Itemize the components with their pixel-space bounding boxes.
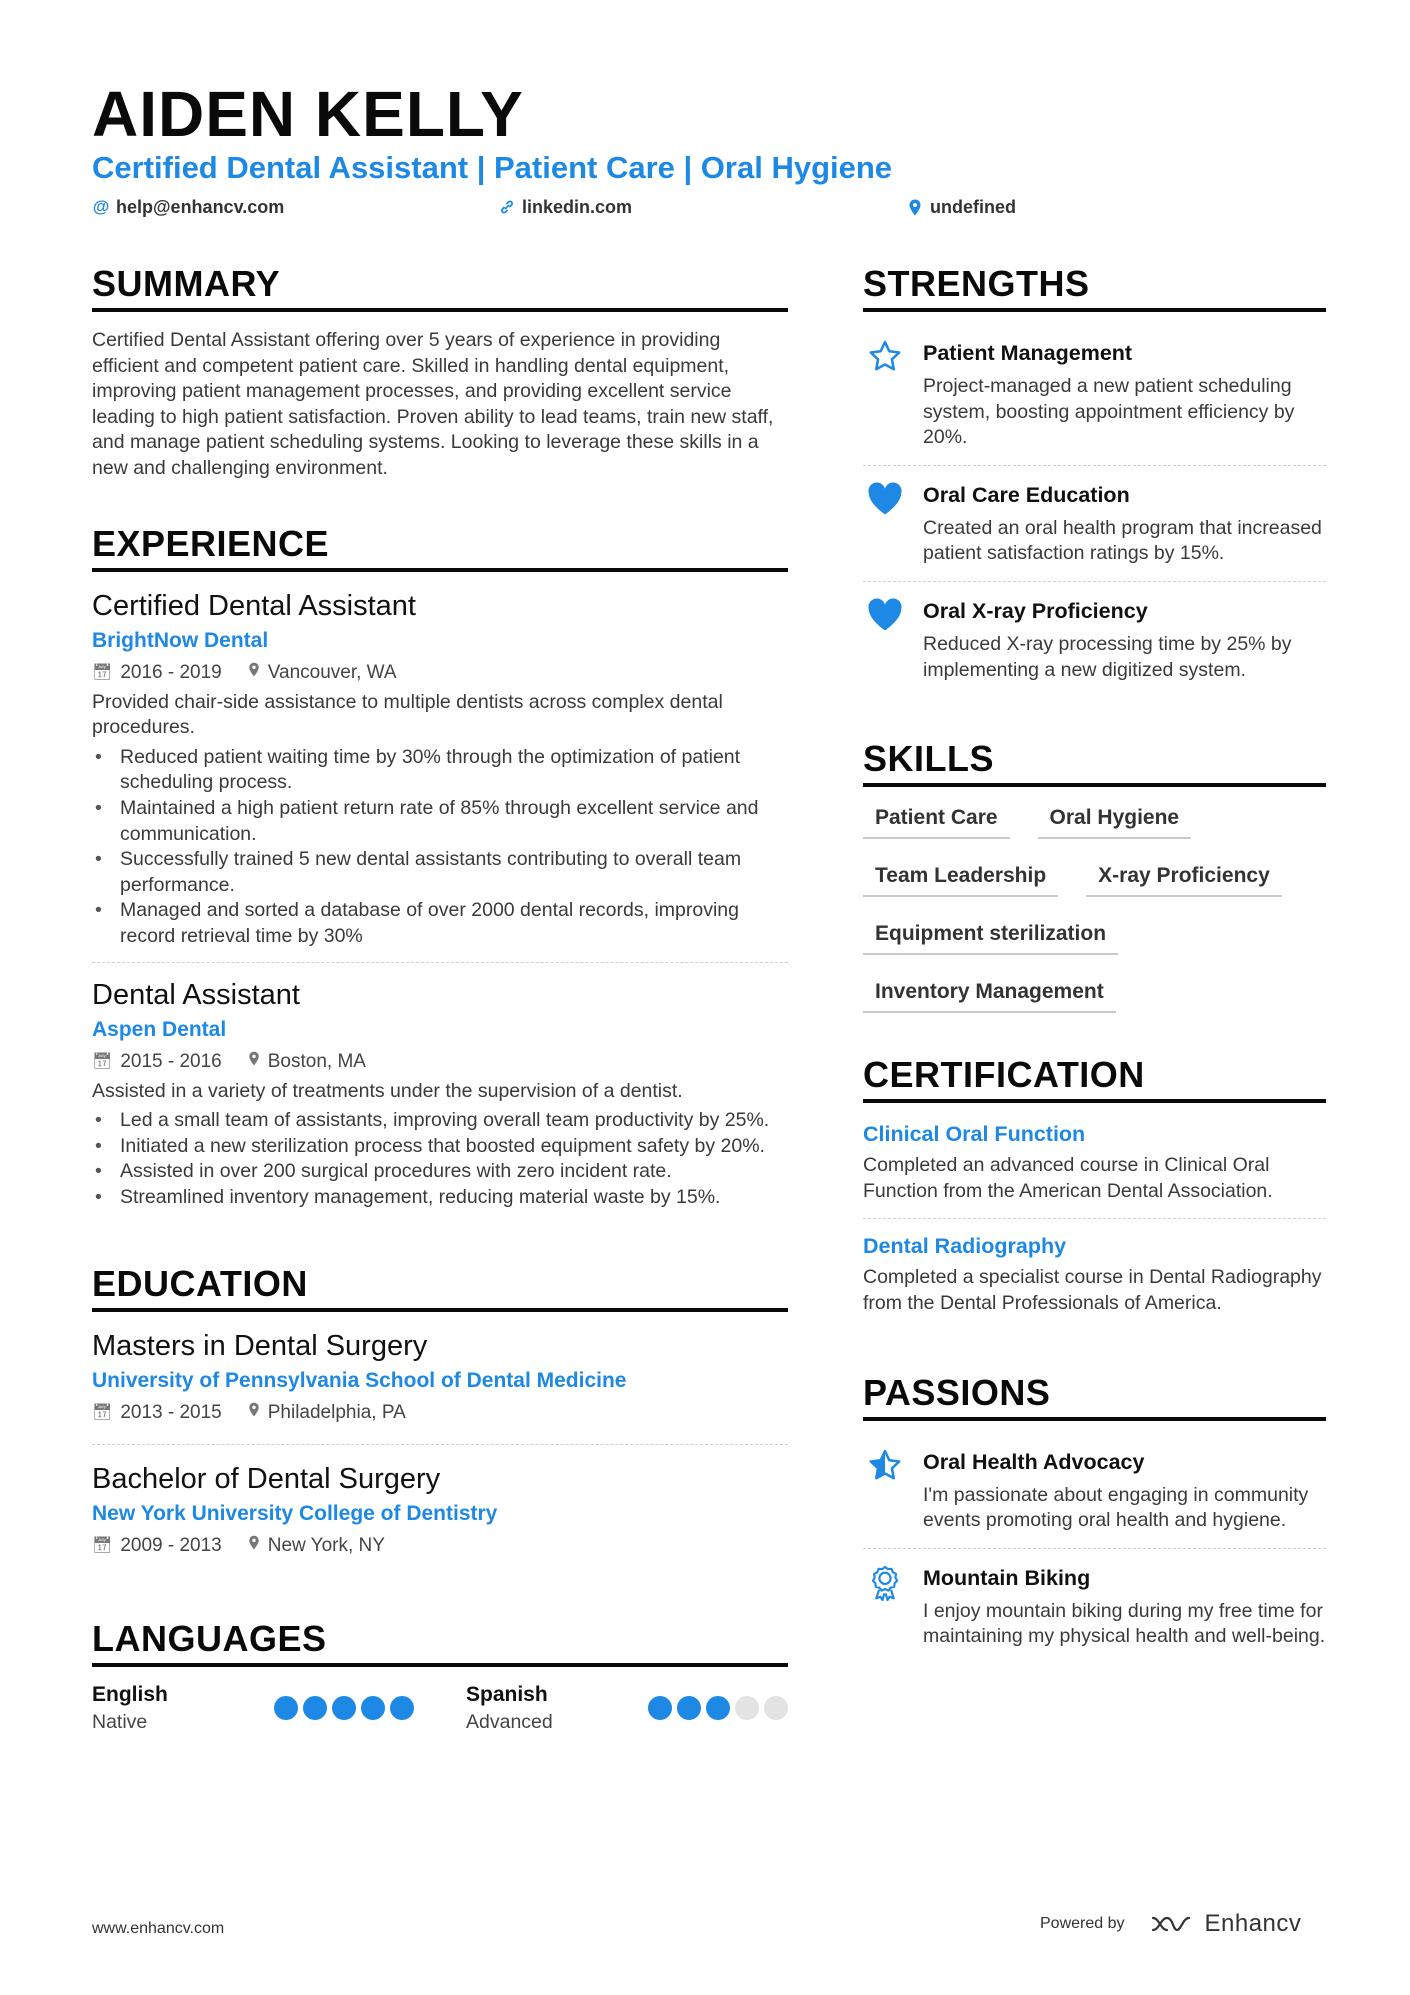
language-level: Advanced bbox=[466, 1711, 553, 1734]
passion-title: Mountain Biking bbox=[923, 1565, 1091, 1590]
achievement-list bbox=[92, 1108, 788, 1210]
location-text: undefined bbox=[930, 197, 1016, 217]
job-meta bbox=[92, 660, 788, 686]
strength-item bbox=[863, 581, 1326, 697]
achievement-list bbox=[92, 745, 788, 950]
list-item: • Maintained a high patient return rate of 85% through excellent service and communication. bbox=[92, 796, 788, 847]
brand-name: Enhancv bbox=[1204, 1910, 1302, 1937]
brand-logo[interactable] bbox=[1149, 1910, 1302, 1938]
passion-description: I'm passionate about engaging in community events promoting oral health and hygiene. bbox=[923, 1483, 1309, 1532]
passion-description: I enjoy mountain biking during my free time for maintaining my physical health and well-being. bbox=[923, 1599, 1326, 1648]
right-column bbox=[863, 262, 1326, 1704]
language-name: English bbox=[92, 1683, 168, 1707]
proficiency-dot-empty bbox=[735, 1696, 759, 1720]
language-item bbox=[92, 1681, 414, 1735]
company-name: Aspen Dental bbox=[92, 1017, 227, 1041]
location-pin-icon bbox=[248, 1049, 260, 1075]
location-pin-icon bbox=[248, 1400, 260, 1426]
proficiency-dot-filled bbox=[706, 1696, 730, 1720]
strength-title: Patient Management bbox=[923, 341, 1133, 365]
experience-section bbox=[92, 522, 788, 1223]
certification-title: Clinical Oral Function bbox=[863, 1122, 1086, 1147]
proficiency-dot-filled bbox=[677, 1696, 701, 1720]
job-dates: 2016 - 2019 bbox=[120, 661, 222, 683]
list-item: • Managed and sorted a database of over 2000 dental records, improving record retrieval time by 30% bbox=[92, 898, 788, 949]
job-description: Assisted in a variety of treatments under the supervision of a dentist. bbox=[92, 1079, 683, 1102]
calendar-icon: 📅︎ bbox=[92, 1404, 113, 1422]
candidate-headline: Certified Dental Assistant | Patient Care | Oral Hygiene bbox=[92, 150, 893, 185]
proficiency-dot-filled bbox=[361, 1696, 385, 1720]
education-meta bbox=[92, 1533, 788, 1559]
list-item: • Assisted in over 200 surgical procedures with zero incident rate. bbox=[92, 1159, 788, 1185]
skill-tag: Team Leadership bbox=[863, 861, 1058, 897]
linkedin-text: linkedin.com bbox=[522, 197, 633, 217]
contact-linkedin[interactable] bbox=[498, 195, 632, 219]
language-item bbox=[466, 1681, 788, 1735]
passion-title: Oral Health Advocacy bbox=[923, 1449, 1145, 1474]
section-title: STRENGTHS bbox=[863, 262, 1326, 312]
left-column bbox=[92, 262, 788, 1775]
strengths-section bbox=[863, 262, 1326, 697]
passion-item bbox=[863, 1437, 1326, 1548]
strength-description: Reduced X-ray processing time by 25% by implementing a new digitized system. bbox=[923, 632, 1292, 681]
location-pin-icon bbox=[248, 1533, 260, 1559]
language-list bbox=[92, 1681, 788, 1735]
list-item: • Successfully trained 5 new dental assistants contributing to overall team performance. bbox=[92, 847, 788, 898]
job-title: Dental Assistant bbox=[92, 978, 300, 1011]
language-name: Spanish bbox=[466, 1683, 548, 1707]
footer-branding bbox=[1040, 1910, 1301, 1938]
job-title: Certified Dental Assistant bbox=[92, 589, 416, 622]
section-title: SKILLS bbox=[863, 737, 1326, 787]
powered-by-label: Powered by bbox=[1040, 1915, 1125, 1932]
certification-item bbox=[863, 1119, 1326, 1218]
enhancv-logo-icon bbox=[1149, 1912, 1195, 1936]
list-item: • Reduced patient waiting time by 30% through the optimization of patient scheduling process. bbox=[92, 745, 788, 796]
certification-section bbox=[863, 1053, 1326, 1330]
skill-tag: Patient Care bbox=[863, 803, 1010, 839]
job-description: Provided chair-side assistance to multiple dentists across complex dental procedures. bbox=[92, 690, 723, 739]
section-title: PASSIONS bbox=[863, 1371, 1326, 1421]
strength-item bbox=[863, 328, 1326, 465]
footer-website[interactable]: www.enhancv.com bbox=[92, 1920, 225, 1937]
certification-item bbox=[863, 1218, 1326, 1330]
section-title: EDUCATION bbox=[92, 1262, 788, 1312]
proficiency-dot-filled bbox=[303, 1696, 327, 1720]
language-level: Native bbox=[92, 1711, 148, 1734]
location-pin-icon bbox=[248, 660, 260, 686]
school-name: University of Pennsylvania School of Dental Medicine bbox=[92, 1369, 627, 1393]
degree-title: Bachelor of Dental Surgery bbox=[92, 1463, 441, 1496]
summary-section bbox=[92, 262, 788, 482]
strength-title: Oral Care Education bbox=[923, 482, 1130, 507]
skill-tag: Oral Hygiene bbox=[1038, 803, 1192, 839]
summary-text: Certified Dental Assistant offering over 5 years of experience in providing efficient and competent patient care. Skilled in handling dental equipment, improving patient management processes, and providing excellent service leading to high patient satisfaction. Proven ability to lead teams, train new staff, and manage patient scheduling systems. Looking to leverage these skills in a new and challenging environment. bbox=[92, 329, 774, 479]
education-entry bbox=[92, 1328, 788, 1444]
section-title: LANGUAGES bbox=[92, 1617, 788, 1667]
skill-tags bbox=[863, 803, 1326, 1013]
section-title: SUMMARY bbox=[92, 262, 788, 312]
job-location: Boston, MA bbox=[267, 1050, 366, 1072]
job-dates: 2015 - 2016 bbox=[120, 1050, 222, 1072]
candidate-name: AIDEN KELLY bbox=[92, 78, 524, 150]
proficiency-dot-filled bbox=[332, 1696, 356, 1720]
certification-description: Completed an advanced course in Clinical Oral Function from the American Dental Association. bbox=[863, 1154, 1273, 1202]
languages-section bbox=[92, 1617, 788, 1735]
location-pin-icon bbox=[906, 199, 924, 216]
at-icon: @ bbox=[92, 197, 110, 216]
education-entry bbox=[92, 1444, 788, 1577]
skill-tag: Inventory Management bbox=[863, 977, 1116, 1013]
passions-section bbox=[863, 1371, 1326, 1664]
job-location: Vancouver, WA bbox=[267, 661, 397, 683]
education-dates: 2013 - 2015 bbox=[120, 1402, 222, 1424]
contact-email[interactable] bbox=[92, 195, 284, 219]
email-text: help@enhancv.com bbox=[116, 197, 285, 217]
award-badge-icon bbox=[863, 1563, 907, 1650]
education-section bbox=[92, 1262, 788, 1577]
proficiency-dot-empty bbox=[764, 1696, 788, 1720]
strength-description: Project-managed a new patient scheduling system, boosting appointment efficiency by 20%. bbox=[923, 375, 1295, 449]
contact-location bbox=[906, 195, 1016, 219]
proficiency-dots bbox=[274, 1696, 414, 1720]
education-dates: 2009 - 2013 bbox=[120, 1535, 222, 1557]
section-title: EXPERIENCE bbox=[92, 522, 788, 572]
job-meta bbox=[92, 1049, 788, 1075]
proficiency-dots bbox=[648, 1696, 788, 1720]
proficiency-dot-filled bbox=[390, 1696, 414, 1720]
experience-entry bbox=[92, 588, 788, 962]
strength-item bbox=[863, 465, 1326, 581]
education-location: Philadelphia, PA bbox=[267, 1402, 406, 1424]
education-location: New York, NY bbox=[267, 1535, 385, 1557]
skill-tag: X-ray Proficiency bbox=[1086, 861, 1282, 897]
heart-icon bbox=[863, 480, 907, 567]
company-name: BrightNow Dental bbox=[92, 628, 269, 652]
list-item: • Led a small team of assistants, improving overall team productivity by 25%. bbox=[92, 1108, 788, 1134]
certification-title: Dental Radiography bbox=[863, 1234, 1067, 1259]
calendar-icon: 📅︎ bbox=[92, 1052, 113, 1070]
certification-description: Completed a specialist course in Dental Radiography from the Dental Professionals of America. bbox=[863, 1266, 1322, 1314]
strength-description: Created an oral health program that increased patient satisfaction ratings by 15%. bbox=[923, 516, 1322, 565]
strength-title: Oral X-ray Proficiency bbox=[923, 598, 1148, 623]
list-item: • Initiated a new sterilization process that boosted equipment safety by 20%. bbox=[92, 1134, 788, 1160]
section-title: CERTIFICATION bbox=[863, 1053, 1326, 1103]
school-name: New York University College of Dentistry bbox=[92, 1502, 498, 1526]
education-meta bbox=[92, 1400, 788, 1426]
calendar-icon: 📅︎ bbox=[92, 663, 113, 681]
degree-title: Masters in Dental Surgery bbox=[92, 1330, 428, 1363]
star-half-icon bbox=[863, 1447, 907, 1534]
experience-entry bbox=[92, 962, 788, 1223]
calendar-icon: 📅︎ bbox=[92, 1537, 113, 1555]
star-outline-icon bbox=[863, 338, 907, 451]
skill-tag: Equipment sterilization bbox=[863, 919, 1118, 955]
list-item: • Streamlined inventory management, reducing material waste by 15%. bbox=[92, 1185, 788, 1211]
proficiency-dot-filled bbox=[648, 1696, 672, 1720]
proficiency-dot-filled bbox=[274, 1696, 298, 1720]
passion-item bbox=[863, 1548, 1326, 1664]
skills-section bbox=[863, 737, 1326, 1013]
heart-icon bbox=[863, 596, 907, 683]
link-icon bbox=[498, 199, 516, 215]
